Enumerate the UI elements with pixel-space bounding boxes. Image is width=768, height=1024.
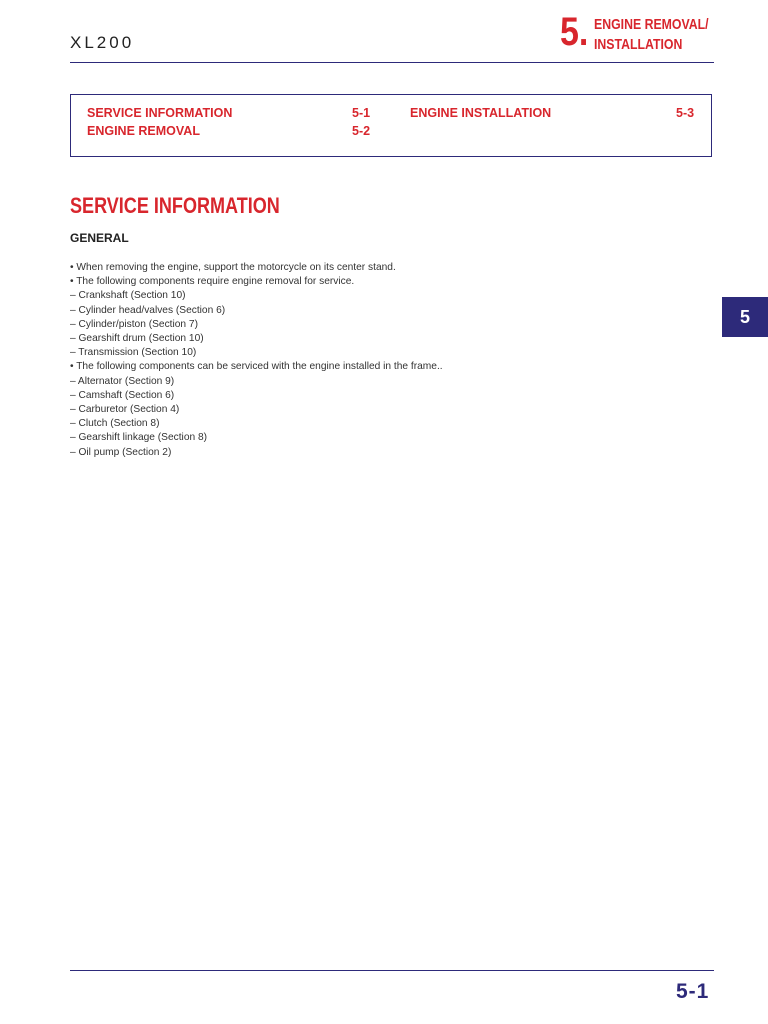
footer-divider: [70, 970, 714, 971]
list-item: – Cylinder/piston (Section 7): [70, 318, 198, 330]
chapter-side-tab[interactable]: 5: [722, 297, 768, 337]
list-item: – Gearshift linkage (Section 8): [70, 432, 208, 444]
toc-item-page[interactable]: 5-2: [352, 124, 371, 138]
list-item: – Alternator (Section 9): [70, 375, 175, 387]
list-item: • When removing the engine, support the motorcycle on its center stand.: [70, 262, 396, 273]
toc-item-label[interactable]: ENGINE REMOVAL: [87, 124, 200, 138]
list-item: – Crankshaft (Section 10): [70, 290, 186, 302]
toc-item-page[interactable]: 5-1: [352, 106, 371, 120]
list-item: – Gearshift drum (Section 10): [70, 333, 204, 345]
section-subheading: GENERAL: [70, 231, 129, 245]
list-item: • The following components require engine removal for service.: [70, 276, 355, 288]
chapter-title-line2: INSTALLATION: [594, 36, 683, 53]
toc-item-label[interactable]: SERVICE INFORMATION: [87, 106, 233, 120]
table-of-contents: [70, 94, 712, 157]
toc-item-label[interactable]: ENGINE INSTALLATION: [410, 106, 552, 120]
chapter-title-line1: ENGINE REMOVAL/: [594, 16, 709, 33]
list-item: – Cylinder head/valves (Section 6): [70, 304, 226, 316]
header-divider: [70, 62, 714, 63]
model-name: XL200: [70, 33, 135, 52]
toc-item-page[interactable]: 5-3: [676, 106, 695, 120]
chapter-title: [594, 15, 725, 55]
list-item: – Oil pump (Section 2): [70, 446, 172, 458]
list-item: – Carburetor (Section 4): [70, 404, 180, 416]
list-item: – Camshaft (Section 6): [70, 389, 175, 401]
service-info-list: [70, 261, 443, 460]
list-item: – Transmission (Section 10): [70, 347, 197, 359]
chapter-number: 5.: [560, 10, 589, 54]
list-item: • The following components can be serviced with the engine installed in the frame..: [70, 361, 443, 373]
page-number: 5-1: [676, 980, 710, 1003]
list-item: – Clutch (Section 8): [70, 418, 160, 430]
section-heading: SERVICE INFORMATION: [70, 193, 280, 218]
